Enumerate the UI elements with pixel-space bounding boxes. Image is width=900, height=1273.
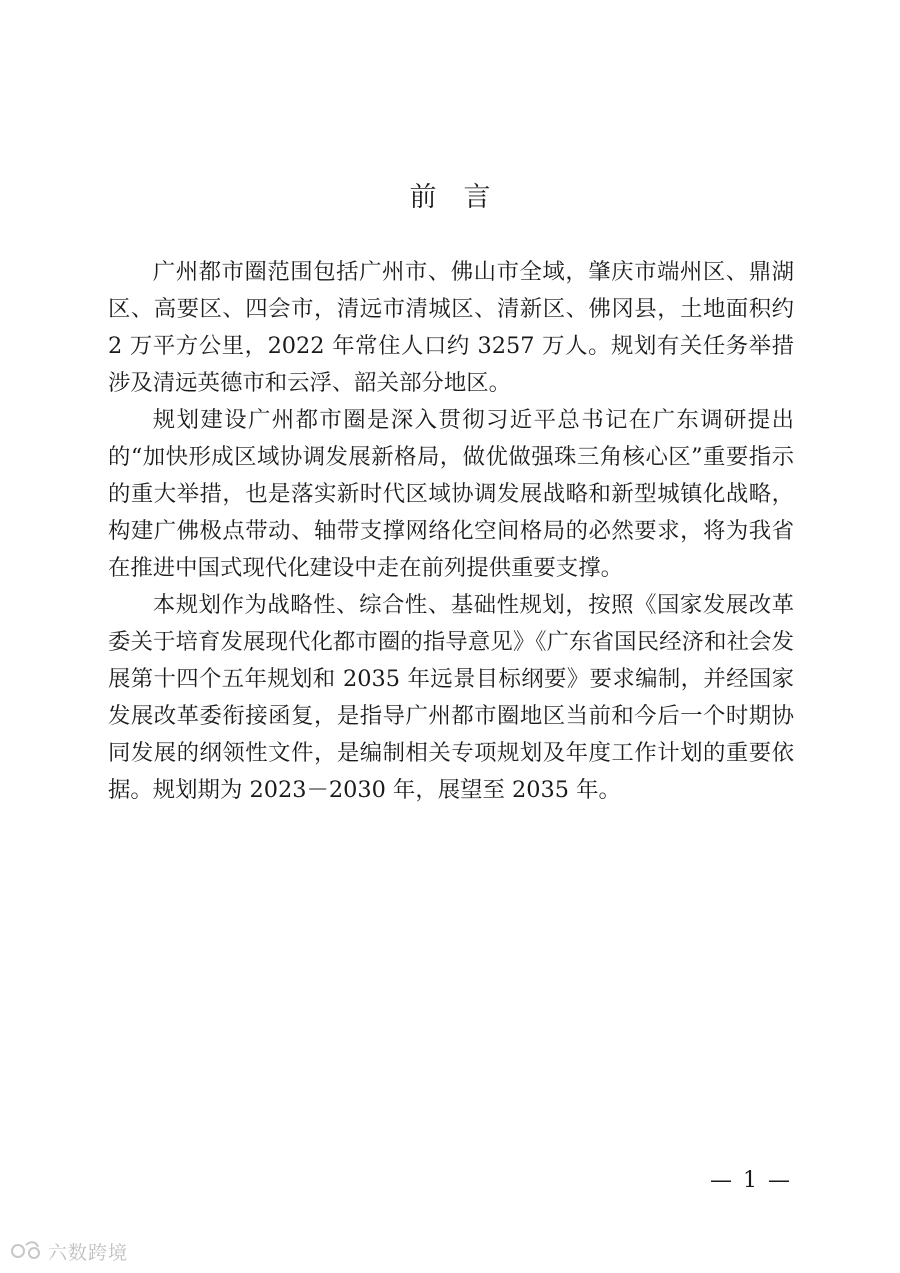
paragraph-1: 广州都市圈范围包括广州市、佛山市全域，肇庆市端州区、鼎湖区、高要区、四会市，清远市清城区、清新区、佛冈县，土地面积约 2 万平方公里，2022 年常住人口约 3257 万人。规划有关任务举措涉及清远英德市和云浮、韶关部分地区。 (108, 259, 794, 396)
watermark (10, 1238, 128, 1265)
document-body (108, 254, 794, 809)
watermark-text: 六数跨境 (48, 1242, 129, 1264)
brand-logo-icon (10, 1239, 44, 1265)
paragraph-2: 规划建设广州都市圈是深入贯彻习近平总书记在广东调研提出的“加快形成区域协调发展新格局，做优做强珠三角核心区”重要指示的重大举措，也是落实新时代区域协调发展战略和新型城镇化战略，构建广佛极点带动、轴带支撑网络化空间格局的必然要求，将为我省在推进中国式现代化建设中走在前列提供重要支撑。 (108, 407, 794, 581)
page-number: — 1 — (710, 1168, 792, 1193)
paragraph-3: 本规划作为战略性、综合性、基础性规划，按照《国家发展改革委关于培育发展现代化都市圈的指导意见》《广东省国民经济和社会发展第十四个五年规划和 2035 年远景目标纲要》要求编制，并经国家发展改革委衔接函复，是指导广州都市圈地区当前和今后一个时期协同发展的纲领性文件，是编制相关专项规划及年度工作计划的重要依据。规划期为 2023－2030 年，展望至 2035 年。 (108, 592, 794, 803)
page-title: 前 言 (409, 182, 491, 213)
